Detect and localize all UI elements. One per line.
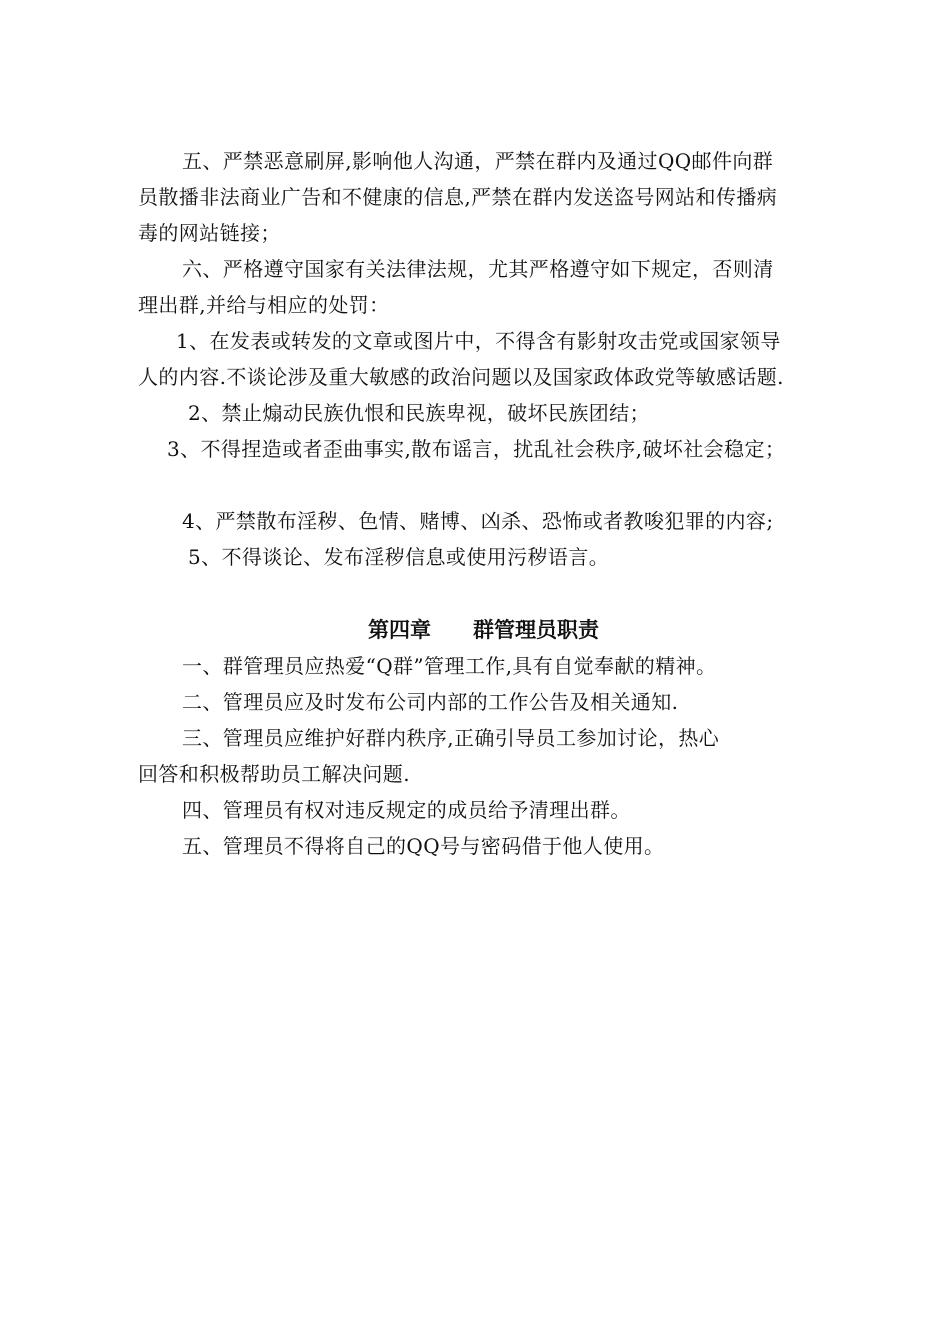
- rule-5-line-2: 员散播非法商业广告和不健康的信息,严禁在群内发送盗号网站和传播病: [138, 185, 778, 209]
- sub-rule-1-line-1: 1、在发表或转发的文章或图片中，不得含有影射攻击党或国家领导: [176, 329, 781, 353]
- sub-rule-2: 2、禁止煽动民族仇恨和民族卑视，破坏民族团结；: [188, 401, 650, 425]
- sub-rule-3: 3、不得捏造或者歪曲事实,散布谣言，扰乱社会秩序,破坏社会稳定；: [167, 437, 786, 461]
- rule-5-line-1: 五、严禁恶意刷屏,影响他人沟通，严禁在群内及通过QQ邮件向群: [182, 149, 774, 173]
- rule-6-line-2: 理出群,并给与相应的处罚：: [138, 293, 390, 317]
- chapter-4-heading: 第四章 群管理员职责: [368, 618, 599, 642]
- duty-1: 一、群管理员应热爱“Q群”管理工作,具有自觉奉献的精神。: [182, 654, 717, 678]
- rule-5-line-3: 毒的网站链接；: [138, 221, 281, 245]
- duty-4: 四、管理员有权对违反规定的成员给予清理出群。: [182, 798, 631, 822]
- sub-rule-5: 5、不得谈论、发布淫秽信息或使用污秽语言。: [188, 545, 610, 569]
- rule-6-line-1: 六、严格遵守国家有关法律法规，尤其严格遵守如下规定，否则清: [182, 257, 774, 281]
- duty-2: 二、管理员应及时发布公司内部的工作公告及相关通知.: [182, 690, 679, 714]
- sub-rule-1-line-2: 人的内容.不谈论涉及重大敏感的政治问题以及国家政体政党等敏感话题.: [138, 365, 784, 389]
- sub-rule-4: 4、严禁散布淫秽、色情、赌博、凶杀、恐怖或者教唆犯罪的内容;: [182, 509, 774, 533]
- duty-5: 五、管理员不得将自己的QQ号与密码借于他人使用。: [182, 834, 665, 858]
- duty-3-line-1: 三、管理员应维护好群内秩序,正确引导员工参加讨论，热心: [182, 726, 720, 750]
- duty-3-line-2: 回答和积极帮助员工解决问题.: [138, 762, 410, 786]
